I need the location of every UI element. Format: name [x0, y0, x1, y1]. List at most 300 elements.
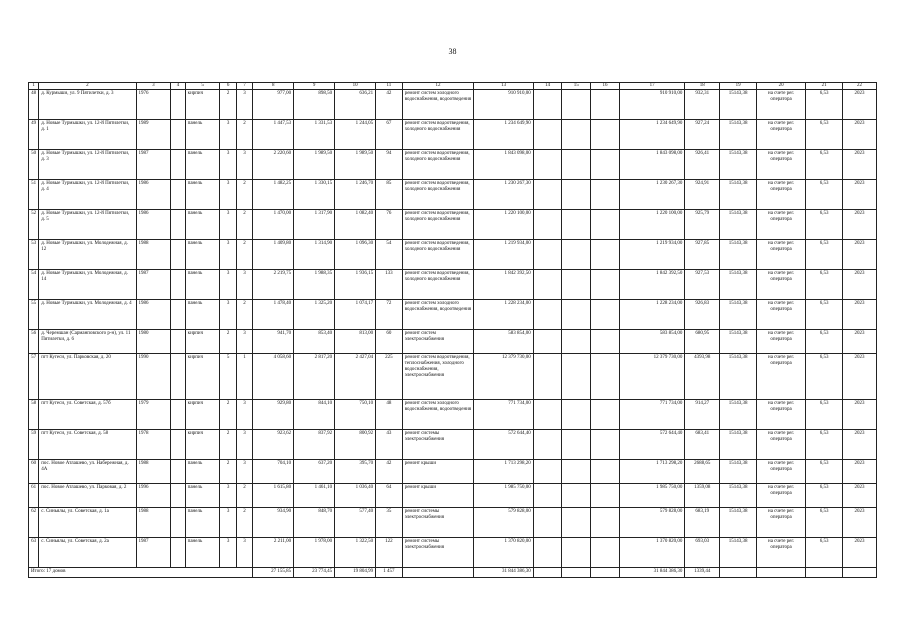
empty-cell: [533, 400, 562, 430]
column-header: 8: [253, 83, 294, 90]
cost-per-m2-cell: 914,27: [685, 400, 720, 430]
rate-cell: 6,53: [806, 354, 843, 400]
limit-cell: 15143,38: [720, 240, 757, 270]
cost-cell: 1 843 098,00: [474, 150, 533, 180]
empty-cell: [533, 240, 562, 270]
total-cost-cell: 1 842 392,50: [619, 270, 685, 300]
floors-cell: 3: [220, 270, 236, 300]
works-cell: ремонт систем водоотведения, холодного водоснабжения: [402, 270, 474, 300]
total-area-residential: 19 804,99: [335, 568, 376, 578]
empty-cell: [171, 240, 185, 270]
material-cell: панель: [185, 538, 220, 568]
area-residential-cell: 813,00: [335, 330, 376, 354]
funding-method-cell: на счете рег. оператора: [757, 120, 806, 150]
rate-cell: 6,53: [806, 300, 843, 330]
row-number: 48: [29, 90, 39, 120]
empty-cell: [533, 300, 562, 330]
floors-cell: 3: [220, 484, 236, 508]
entrances-cell: 3: [236, 400, 252, 430]
cost-per-m2-cell: 4393,98: [685, 354, 720, 400]
limit-cell: 15143,38: [720, 430, 757, 460]
rate-cell: 6,53: [806, 508, 843, 538]
limit-cell: 15143,38: [720, 120, 757, 150]
residents-cell: 122: [376, 538, 403, 568]
cost-cell: 1 230 267,30: [474, 180, 533, 210]
empty-cell: [591, 538, 620, 568]
empty-cell: [533, 180, 562, 210]
total-cost-cell: 771 734,00: [619, 400, 685, 430]
plan-year-cell: 2023: [843, 180, 877, 210]
empty-cell: [171, 330, 185, 354]
area-living-cell: 1 989,50: [294, 150, 335, 180]
empty-cell: [562, 330, 591, 354]
residents-cell: 76: [376, 210, 403, 240]
column-header: 1: [29, 83, 39, 90]
area-living-cell: 837,92: [294, 430, 335, 460]
address-cell: д. Новые Турмышки, ул. 12-й Пятилетки, д. 4: [39, 180, 136, 210]
address-cell: д. Черемшан (Сарманповского р-н), ул. 11 Пятилетки, д. 6: [39, 330, 136, 354]
empty-cell: [562, 538, 591, 568]
address-cell: д. Новые Турмышки, ул. Молодежная, д. 4: [39, 300, 136, 330]
empty-cell: [591, 90, 620, 120]
area-total-cell: 1 615,80: [253, 484, 294, 508]
year-cell: 1987: [136, 150, 171, 180]
empty-cell: [806, 568, 843, 578]
cost-cell: 771 734,00: [474, 400, 533, 430]
plan-year-cell: 2023: [843, 240, 877, 270]
cost-cell: 572 644,40: [474, 430, 533, 460]
plan-year-cell: 2023: [843, 90, 877, 120]
plan-year-cell: 2023: [843, 460, 877, 484]
empty-cell: [171, 354, 185, 400]
limit-cell: 15143,38: [720, 180, 757, 210]
total-cost-cell: 1 843 098,00: [619, 150, 685, 180]
table-body: [29, 90, 877, 578]
cost-cell: 1 713 298,20: [474, 460, 533, 484]
column-header: 18: [685, 83, 720, 90]
page-number: 38: [448, 47, 457, 56]
funding-method-cell: на счете рег. оператора: [757, 330, 806, 354]
total-cost: 31 844 386,30: [474, 568, 533, 578]
address-cell: д. Новые Турмышки, ул. 12-й Пятилетки, д. 3: [39, 150, 136, 180]
rate-cell: 6,53: [806, 538, 843, 568]
area-living-cell: 844,10: [294, 400, 335, 430]
table-row: [29, 354, 877, 400]
row-number: 53: [29, 240, 39, 270]
rate-cell: 6,53: [806, 210, 843, 240]
empty-cell: [533, 568, 562, 578]
empty-cell: [533, 484, 562, 508]
entrances-cell: 3: [236, 430, 252, 460]
limit-cell: 15143,38: [720, 538, 757, 568]
rate-cell: 6,53: [806, 484, 843, 508]
area-residential-cell: 1 082,40: [335, 210, 376, 240]
floors-cell: 5: [220, 354, 236, 400]
plan-year-cell: 2023: [843, 484, 877, 508]
area-residential-cell: 636,21: [335, 90, 376, 120]
cost-per-m2-cell: 927,85: [685, 240, 720, 270]
limit-cell: 15143,38: [720, 270, 757, 300]
empty-cell: [171, 90, 185, 120]
rate-cell: 6,53: [806, 90, 843, 120]
empty-cell: [533, 270, 562, 300]
area-living-cell: 848,70: [294, 508, 335, 538]
empty-cell: [562, 90, 591, 120]
residents-cell: 85: [376, 180, 403, 210]
address-cell: пос. Новое Атлашево, ул. Парковая, д. 2: [39, 484, 136, 508]
table-row: [29, 538, 877, 568]
works-cell: ремонт системы электроснабжения: [402, 538, 474, 568]
material-cell: панель: [185, 484, 220, 508]
column-header: 4: [171, 83, 185, 90]
cost-cell: 12 379 730,00: [474, 354, 533, 400]
residents-cell: 67: [376, 120, 403, 150]
table-row: [29, 270, 877, 300]
empty-cell: [562, 300, 591, 330]
empty-cell: [562, 150, 591, 180]
residents-cell: 42: [376, 460, 403, 484]
empty-cell: [591, 180, 620, 210]
residents-cell: 42: [376, 90, 403, 120]
table-row: [29, 210, 877, 240]
year-cell: 1986: [136, 300, 171, 330]
works-cell: ремонт систем водоотведения, холодного водоснабжения: [402, 210, 474, 240]
works-cell: ремонт крыши: [402, 460, 474, 484]
total-cost-cell: 1 985 750,00: [619, 484, 685, 508]
works-cell: ремонт крыши: [402, 484, 474, 508]
row-number: 63: [29, 538, 39, 568]
funding-method-cell: на счете рег. оператора: [757, 538, 806, 568]
entrances-cell: 2: [236, 240, 252, 270]
empty-cell: [562, 508, 591, 538]
empty-cell: [591, 120, 620, 150]
empty-cell: [562, 354, 591, 400]
empty-cell: [562, 484, 591, 508]
total-cost-cell: 583 854,00: [619, 330, 685, 354]
column-header: 15: [562, 83, 591, 90]
funding-method-cell: на счете рег. оператора: [757, 90, 806, 120]
year-cell: 1987: [136, 270, 171, 300]
row-number: 54: [29, 270, 39, 300]
total-per-m2: 1339,44: [685, 568, 720, 578]
empty-cell: [562, 120, 591, 150]
residents-cell: 72: [376, 300, 403, 330]
table-row: [29, 400, 877, 430]
address-cell: д. Новые Турмышки, ул. Молодежная, д. 14: [39, 270, 136, 300]
empty-cell: [562, 180, 591, 210]
entrances-cell: 3: [236, 460, 252, 484]
table-row: [29, 150, 877, 180]
rate-cell: 6,53: [806, 150, 843, 180]
empty-cell: [171, 120, 185, 150]
empty-cell: [591, 354, 620, 400]
area-living-cell: 1 330,15: [294, 180, 335, 210]
limit-cell: 15143,38: [720, 484, 757, 508]
year-cell: 1988: [136, 240, 171, 270]
works-cell: ремонт систем водоотведения, холодного водоснабжения: [402, 180, 474, 210]
funding-method-cell: на счете рег. оператора: [757, 270, 806, 300]
address-cell: с. Синьялы, ул. Советская, д. 2а: [39, 538, 136, 568]
cost-cell: 1 842 392,50: [474, 270, 533, 300]
area-total-cell: 2 211,00: [253, 538, 294, 568]
column-header: 12: [402, 83, 474, 90]
empty-cell: [591, 460, 620, 484]
row-number: 51: [29, 180, 39, 210]
material-cell: кирпич: [185, 90, 220, 120]
year-cell: 1989: [136, 120, 171, 150]
empty-cell: [533, 120, 562, 150]
empty-cell: [591, 240, 620, 270]
funding-method-cell: на счете рег. оператора: [757, 460, 806, 484]
column-header: 6: [220, 83, 236, 90]
column-header: 21: [806, 83, 843, 90]
works-cell: ремонт систем холодного водоснабжения, водоотведения: [402, 90, 474, 120]
area-total-cell: 923,62: [253, 430, 294, 460]
cost-per-m2-cell: 932,31: [685, 90, 720, 120]
floors-cell: 3: [220, 538, 236, 568]
empty-cell: [562, 568, 591, 578]
table-row: [29, 240, 877, 270]
cost-per-m2-cell: 680,95: [685, 330, 720, 354]
capital-repair-table: [28, 82, 877, 578]
works-cell: ремонт систем холодного водоснабжения, водоотведения: [402, 300, 474, 330]
total-area-living: 23 774,45: [294, 568, 335, 578]
row-number: 58: [29, 400, 39, 430]
plan-year-cell: 2023: [843, 400, 877, 430]
rate-cell: 6,53: [806, 330, 843, 354]
works-cell: ремонт систем водоотведения, холодного водоснабжения: [402, 150, 474, 180]
column-header: 5: [185, 83, 220, 90]
cost-cell: 1 220 100,00: [474, 210, 533, 240]
area-residential-cell: 577,40: [335, 508, 376, 538]
rate-cell: 6,53: [806, 400, 843, 430]
empty-cell: [533, 90, 562, 120]
plan-year-cell: 2023: [843, 150, 877, 180]
rate-cell: 6,53: [806, 270, 843, 300]
area-living-cell: 1 325,20: [294, 300, 335, 330]
residents-cell: 54: [376, 240, 403, 270]
column-header: 17: [619, 83, 685, 90]
entrances-cell: 2: [236, 508, 252, 538]
plan-year-cell: 2023: [843, 330, 877, 354]
area-total-cell: 704,10: [253, 460, 294, 484]
table-row: [29, 330, 877, 354]
empty-cell: [591, 568, 620, 578]
area-living-cell: 1 988,35: [294, 270, 335, 300]
empty-cell: [757, 568, 806, 578]
total-cost-cell: 572 644,40: [619, 430, 685, 460]
area-residential-cell: 1 096,30: [335, 240, 376, 270]
row-number: 55: [29, 300, 39, 330]
limit-cell: 15143,38: [720, 90, 757, 120]
table-row: [29, 90, 877, 120]
total-cost-cell: 1 713 298,20: [619, 460, 685, 484]
works-cell: ремонт систем водоотведения, теплоснабжения, холодного водоснабжения, электроснабжения: [402, 354, 474, 400]
row-number: 56: [29, 330, 39, 354]
area-residential-cell: 1 244,05: [335, 120, 376, 150]
row-number: 60: [29, 460, 39, 484]
address-cell: пгт Кугеси, ул. Советская, д. 58: [39, 430, 136, 460]
empty-cell: [402, 568, 474, 578]
material-cell: панель: [185, 150, 220, 180]
empty-cell: [591, 210, 620, 240]
total-cost-cell: 1 220 100,00: [619, 210, 685, 240]
area-total-cell: 1 409,80: [253, 240, 294, 270]
empty-cell: [171, 508, 185, 538]
total-residents: 1 457: [376, 568, 403, 578]
address-cell: пгт Кугеси, ул. Советская, д. 57б: [39, 400, 136, 430]
empty-cell: [562, 430, 591, 460]
cost-cell: 579 828,00: [474, 508, 533, 538]
floors-cell: 2: [220, 330, 236, 354]
area-total-cell: 941,70: [253, 330, 294, 354]
total-sum: 31 844 386,30: [619, 568, 685, 578]
column-number-row: [29, 83, 877, 90]
works-cell: ремонт систем водоотведения, холодного водоснабжения: [402, 120, 474, 150]
empty-cell: [171, 538, 185, 568]
cost-per-m2-cell: 1359,08: [685, 484, 720, 508]
total-cost-cell: 12 379 730,00: [619, 354, 685, 400]
column-header: 7: [236, 83, 252, 90]
empty-cell: [562, 270, 591, 300]
rate-cell: 6,53: [806, 180, 843, 210]
residents-cell: 43: [376, 430, 403, 460]
row-number: 59: [29, 430, 39, 460]
empty-cell: [591, 484, 620, 508]
funding-method-cell: на счете рег. оператора: [757, 300, 806, 330]
funding-method-cell: на счете рег. оператора: [757, 180, 806, 210]
material-cell: кирпич: [185, 430, 220, 460]
rate-cell: 6,53: [806, 120, 843, 150]
empty-cell: [562, 460, 591, 484]
entrances-cell: 3: [236, 150, 252, 180]
row-number: 62: [29, 508, 39, 538]
address-cell: пгт Кугеси, ул. Парковская, д. 20: [39, 354, 136, 400]
table-row: [29, 300, 877, 330]
table-row: [29, 120, 877, 150]
entrances-cell: 2: [236, 210, 252, 240]
column-header: 9: [294, 83, 335, 90]
empty-cell: [171, 400, 185, 430]
material-cell: панель: [185, 460, 220, 484]
area-total-cell: 2 220,60: [253, 150, 294, 180]
area-total-cell: 2 219,75: [253, 270, 294, 300]
funding-method-cell: на счете рег. оператора: [757, 484, 806, 508]
limit-cell: 15143,38: [720, 400, 757, 430]
material-cell: панель: [185, 270, 220, 300]
column-header: 2: [39, 83, 136, 90]
empty-cell: [171, 300, 185, 330]
empty-cell: [171, 270, 185, 300]
cost-cell: 1 219 934,00: [474, 240, 533, 270]
year-cell: 1986: [136, 210, 171, 240]
area-total-cell: 1 482,25: [253, 180, 294, 210]
floors-cell: 2: [220, 460, 236, 484]
area-total-cell: 1 470,00: [253, 210, 294, 240]
material-cell: кирпич: [185, 400, 220, 430]
entrances-cell: 3: [236, 330, 252, 354]
row-number: 50: [29, 150, 39, 180]
empty-cell: [171, 210, 185, 240]
plan-year-cell: 2023: [843, 430, 877, 460]
rate-cell: 6,53: [806, 240, 843, 270]
cost-cell: 1 228 234,00: [474, 300, 533, 330]
entrances-cell: 2: [236, 120, 252, 150]
column-header: 10: [335, 83, 376, 90]
address-cell: д. Курмыши, ул. 9 Пятилетки, д. 3: [39, 90, 136, 120]
empty-cell: [843, 568, 877, 578]
cost-per-m2-cell: 926,41: [685, 150, 720, 180]
residents-cell: 35: [376, 508, 403, 538]
plan-year-cell: 2023: [843, 354, 877, 400]
area-total-cell: 1 478,40: [253, 300, 294, 330]
entrances-cell: 3: [236, 270, 252, 300]
cost-cell: 910 910,00: [474, 90, 533, 120]
area-living-cell: 853,40: [294, 330, 335, 354]
empty-cell: [562, 400, 591, 430]
rate-cell: 6,53: [806, 430, 843, 460]
address-cell: с. Синьялы, ул. Советская, д. 1а: [39, 508, 136, 538]
total-cost-cell: 910 910,00: [619, 90, 685, 120]
plan-year-cell: 2023: [843, 300, 877, 330]
limit-cell: 15143,38: [720, 460, 757, 484]
funding-method-cell: на счете рег. оператора: [757, 430, 806, 460]
table-row: [29, 460, 877, 484]
cost-per-m2-cell: 925,79: [685, 210, 720, 240]
area-residential-cell: 1 936,15: [335, 270, 376, 300]
address-cell: д. Новые Турмышки, ул. Молодежная, д. 12: [39, 240, 136, 270]
residents-cell: 48: [376, 400, 403, 430]
floors-cell: 3: [220, 240, 236, 270]
empty-cell: [533, 210, 562, 240]
residents-cell: 60: [376, 330, 403, 354]
empty-cell: [533, 508, 562, 538]
table-row: [29, 484, 877, 508]
funding-method-cell: на счете рег. оператора: [757, 150, 806, 180]
area-total-cell: 1 447,53: [253, 120, 294, 150]
area-living-cell: 1 314,90: [294, 240, 335, 270]
cost-per-m2-cell: 683,19: [685, 508, 720, 538]
column-header: 14: [533, 83, 562, 90]
limit-cell: 15143,38: [720, 150, 757, 180]
address-cell: пос. Новое Атлашево, ул. Набережная, д. 4А: [39, 460, 136, 484]
limit-cell: 15143,38: [720, 330, 757, 354]
column-header: 16: [591, 83, 620, 90]
material-cell: панель: [185, 210, 220, 240]
entrances-cell: 3: [236, 538, 252, 568]
plan-year-cell: 2023: [843, 210, 877, 240]
row-number: 49: [29, 120, 39, 150]
limit-cell: 15143,38: [720, 354, 757, 400]
cost-per-m2-cell: 926,83: [685, 300, 720, 330]
area-residential-cell: 2 427,04: [335, 354, 376, 400]
column-header: 11: [376, 83, 403, 90]
residents-cell: 225: [376, 354, 403, 400]
cost-per-m2-cell: 927,53: [685, 270, 720, 300]
funding-method-cell: на счете рег. оператора: [757, 400, 806, 430]
floors-cell: 3: [220, 210, 236, 240]
cost-cell: 1 370 820,00: [474, 538, 533, 568]
address-cell: д. Новые Турмышки, ул. 12-й Пятилетки, д. 5: [39, 210, 136, 240]
entrances-cell: 2: [236, 180, 252, 210]
entrances-cell: 1: [236, 354, 252, 400]
cost-per-m2-cell: 924,91: [685, 180, 720, 210]
floors-cell: 3: [220, 120, 236, 150]
area-living-cell: 1 317,90: [294, 210, 335, 240]
address-cell: д. Новые Турмышки, ул. 12-й Пятилетки, д. 1: [39, 120, 136, 150]
cost-cell: 583 854,00: [474, 330, 533, 354]
column-header: 3: [136, 83, 171, 90]
